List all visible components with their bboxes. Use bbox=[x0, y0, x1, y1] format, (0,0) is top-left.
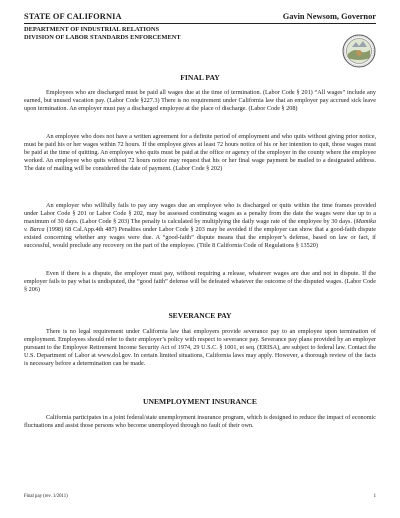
unemployment-insurance-paragraph: California participates in a joint federal/state unemployment insurance program, which is designed to reduce the impact of economic fluctuations and assist those persons who become unemployed through no fault of their own. bbox=[24, 414, 376, 430]
division-name: DIVISION OF LABOR STANDARDS ENFORCEMENT bbox=[24, 33, 181, 41]
header-rule bbox=[24, 23, 376, 24]
final-pay-heading: FINAL PAY bbox=[180, 73, 220, 82]
final-pay-paragraph-4: Even if there is a dispute, the employer must pay, without requiring a release, whatever wages are due and not in dispute. If the employer fails to pay what is undisputed, the “good faith” defense will be defeated whatever the outcome of the disputed wages. (Labor Code § 206) bbox=[24, 270, 376, 294]
case-citation: Mamika v. Barca bbox=[24, 218, 376, 234]
final-pay-paragraph-1: Employees who are discharged must be paid all wages due at the time of termination. (Labor Code § 201) “All wages” include any earned, but unused vacation pay. (Labor Code §227.3) There is no requirement under California law that an employer pay accrued sick leave upon termination. An employer must pay a discharged employee at the place of discharge. (Labor Code § 208) bbox=[24, 89, 376, 113]
department-name: DEPARTMENT OF INDUSTRIAL RELATIONS bbox=[24, 26, 160, 33]
state-name: STATE OF CALIFORNIA bbox=[24, 12, 122, 21]
final-pay-paragraph-2: An employee who does not have a written agreement for a definite period of employment and who quits without giving prior notice, must be paid his or her wages within 72 hours. If the employee gives at least 72 hours notice of his or her intention to quit, those wages must be paid at the time of quitting. An employee who quits must be paid at the office or agency of the employer in the county where the employee worked. An employee who quits without 72 hours notice may request that his or her final wage payment be mailed to a designated address. The date of mailing will be considered the date of payment. (Labor Code § 202) bbox=[24, 133, 376, 173]
paragraph-3-text-b: (1998) 68 Cal.App.4th 487) Penalties under Labor Code § 203 may be avoided if the employer can show that a good-faith dispute existed concerning whether any wages were due. A “good-faith” dispute means that the employer’s defense, based on law or fact, if successful, would preclude any recovery on the part of the employee. (Title 8 California Code of Regulations § 13520) bbox=[24, 226, 376, 250]
footer-revision: Final pay (rev. 1/2011) bbox=[24, 494, 68, 499]
department-block bbox=[24, 26, 181, 41]
page-number: 1 bbox=[373, 494, 376, 499]
severance-pay-heading: SEVERANCE PAY bbox=[168, 311, 232, 320]
state-seal-icon bbox=[342, 34, 376, 68]
paragraph-3-text-a: An employer who willfully fails to pay any wages due an employee who is discharged or quits within the time frames provided under Labor Code § 201 or Labor Code § 202, may be assessed continuing wages as a penalty from the date the wages were due up to a maximum of 30 days. (Labor Code § 203) The penalty is calculated by multiplying the daily wage rate of the employee by 30 days. ( bbox=[24, 202, 376, 226]
governor-name: Gavin Newsom, Governor bbox=[282, 12, 376, 21]
final-pay-paragraph-3 bbox=[24, 202, 376, 250]
severance-pay-paragraph: There is no legal requirement under California law that employers provide severance pay to an employee upon termination of employment. Employees should refer to their employer’s policy with respect to severance pay. Severance pay plans provided by an employer pursuant to the Employee Retirement Income Security Act of 1974, 29 U.S.C. § 1001, et seq. (ERISA), are subject to federal law. Contact the U.S. Department of Labor at www.dol.gov. In certain limited situations, California laws may apply. However, a thorough review of the facts is necessary before a determination can be made. bbox=[24, 328, 376, 368]
unemployment-insurance-heading: UNEMPLOYMENT INSURANCE bbox=[143, 397, 257, 406]
letterhead bbox=[24, 12, 376, 22]
